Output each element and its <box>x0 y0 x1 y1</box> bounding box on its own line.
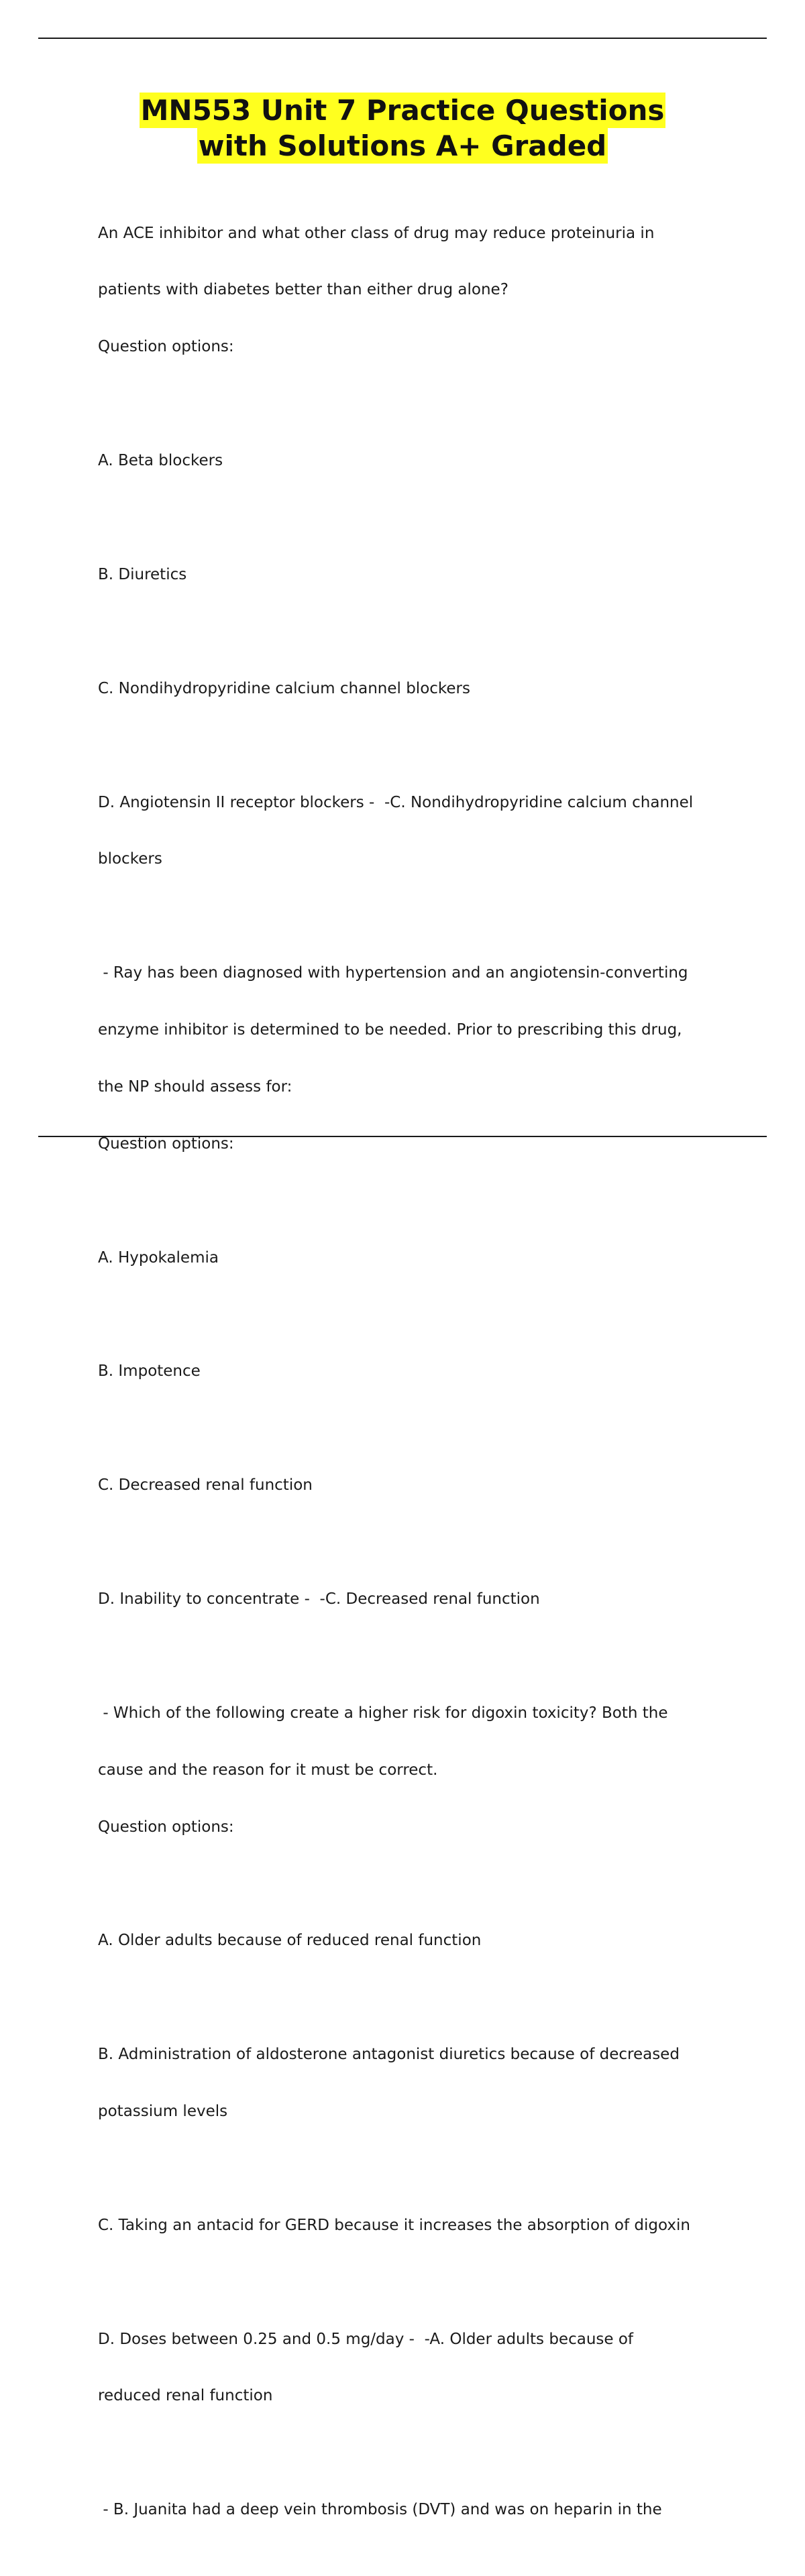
text-line: C. Decreased renal function <box>98 1476 313 1495</box>
text-line: C. Nondihydropyridine calcium channel blockers <box>98 679 470 697</box>
text-line: D. Inability to concentrate - -C. Decreased renal function <box>98 1590 540 1608</box>
question-3-option-d-answer <box>98 2292 735 2443</box>
question-2-option-b <box>98 1324 735 1419</box>
text-line: An ACE inhibitor and what other class of drug may reduce proteinuria in <box>98 224 655 242</box>
title-line-1: MN553 Unit 7 Practice Questions <box>140 94 665 127</box>
text-line: D. Doses between 0.25 and 0.5 mg/day - -A. Older adults because of <box>98 2330 634 2348</box>
question-1-option-b <box>98 527 735 622</box>
text-line: A. Beta blockers <box>98 452 223 470</box>
top-rule <box>38 38 767 39</box>
text-line: cause and the reason for it must be correct. <box>98 1761 438 1779</box>
text-line: enzyme inhibitor is determined to be needed. Prior to prescribing this drug, <box>98 1021 682 1039</box>
question-3-option-c <box>98 2178 735 2272</box>
text-line: B. Impotence <box>98 1362 201 1381</box>
text-line: A. Older adults because of reduced renal function <box>98 1932 482 1950</box>
text-line: - Which of the following create a higher risk for digoxin toxicity? Both the <box>98 1704 668 1722</box>
text-line: Question options: <box>98 1134 234 1153</box>
question-3-option-b <box>98 2007 735 2159</box>
question-3-option-a <box>98 1893 735 1988</box>
text-line: - Ray has been diagnosed with hypertension and an angiotensin-converting <box>98 964 688 982</box>
question-2-option-a <box>98 1210 735 1305</box>
text-line: D. Angiotensin II receptor blockers - -C. Nondihydropyridine calcium channel <box>98 793 694 811</box>
question-2-stem <box>98 926 735 1191</box>
text-line: reduced renal function <box>98 2387 273 2405</box>
text-line: the NP should assess for: <box>98 1077 292 1096</box>
text-line: C. Taking an antacid for GERD because it increases the absorption of digoxin <box>98 2216 690 2234</box>
text-line: patients with diabetes better than either drug alone? <box>98 281 508 299</box>
question-2-option-c <box>98 1438 735 1533</box>
question-3-stem <box>98 1665 735 1874</box>
question-4-stem <box>98 2463 735 2557</box>
text-line: Question options: <box>98 1818 234 1836</box>
question-1-option-c <box>98 641 735 736</box>
question-1-option-d-answer <box>98 755 735 906</box>
page-title <box>0 93 805 164</box>
text-line: A. Hypokalemia <box>98 1248 219 1267</box>
question-1-option-a <box>98 414 735 508</box>
text-line: Question options: <box>98 338 234 356</box>
question-1-stem <box>98 186 735 394</box>
text-line: B. Administration of aldosterone antagonist diuretics because of decreased <box>98 2046 680 2064</box>
title-line-2: with Solutions A+ Graded <box>198 129 607 162</box>
text-line: blockers <box>98 850 162 868</box>
text-line: - B. Juanita had a deep vein thrombosis (DVT) and was on heparin in the <box>98 2501 662 2519</box>
document-body <box>98 186 735 2576</box>
question-2-option-d-answer <box>98 1552 735 1646</box>
bottom-rule <box>38 1136 767 1137</box>
text-line: potassium levels <box>98 2102 228 2120</box>
text-line: B. Diuretics <box>98 565 187 583</box>
